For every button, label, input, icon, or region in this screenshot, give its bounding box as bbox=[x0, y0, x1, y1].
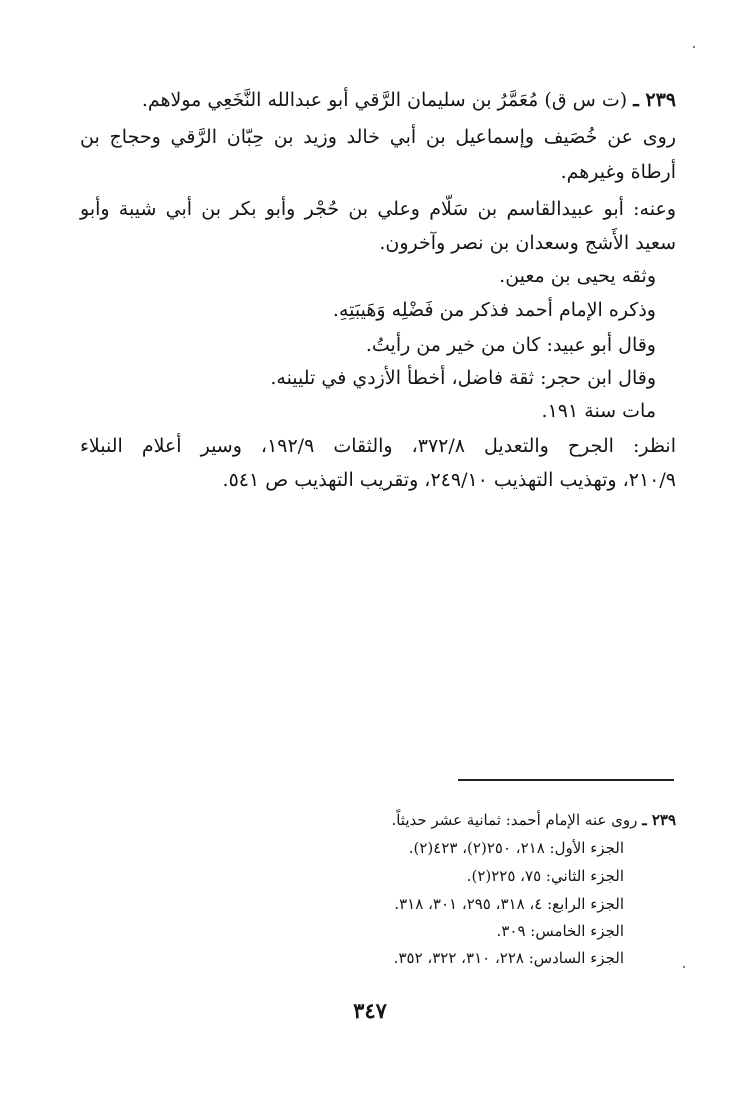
entry-line-2: روى عن خُصَيف وإسماعيل بن أبي خالد وزيد بن حِبّان الرَّقي وحجاج بن bbox=[80, 126, 676, 148]
entry-line-12: ٢١٠/٩، وتهذيب التهذيب ٢٤٩/١٠، وتقريب التهذيب ص ٥٤١. bbox=[222, 469, 676, 491]
footnote-number: ٢٣٩ ـ bbox=[642, 811, 676, 829]
entry-line-4: وعنه: أبو عبيدالقاسم بن سَلّام وعلي بن حُجْر وأبو بكر بن أبي شيبة وأبو bbox=[80, 198, 676, 220]
footnote-part-3: الجزء الرابع: ٤، ٣١٨، ٢٩٥، ٣٠١، ٣١٨. bbox=[394, 895, 624, 913]
entry-line-7: وذكره الإمام أحمد فذكر من فَضْلِه وَهَيبَتِهِ. bbox=[332, 299, 656, 321]
entry-line-1: (ت س ق) مُعَمَّرُ بن سليمان الرَّقي أبو عبدالله النَّخَعِي مولاهم. bbox=[141, 89, 628, 111]
footnote-intro: روى عنه الإمام أحمد: ثمانية عشر حديثاً. bbox=[391, 811, 638, 829]
entry-line-6: وثقه يحيى بن معين. bbox=[499, 265, 656, 287]
footnote-part-4: الجزء الخامس: ٣٠٩. bbox=[496, 922, 624, 940]
footnote-part-2: الجزء الثاني: ٧٥، ٢٢٥(٢). bbox=[466, 867, 624, 885]
scan-speck bbox=[693, 46, 695, 48]
entry-line-9: وقال ابن حجر: ثقة فاضل، أخطأ الأزدي في تليينه. bbox=[270, 367, 656, 389]
entry-number: ٢٣٩ ـ bbox=[633, 89, 676, 111]
footnote-heading-line bbox=[391, 808, 676, 832]
page-number: ٣٤٧ bbox=[353, 998, 387, 1023]
entry-line-10: مات سنة ١٩١. bbox=[541, 400, 656, 422]
entry-line-3: أرطاة وغيرهم. bbox=[560, 161, 676, 183]
entry-line-11: انظر: الجرح والتعديل ٣٧٢/٨، والثقات ١٩٢/٩، وسير أعلام النبلاء bbox=[80, 435, 677, 457]
entry-line-8: وقال أبو عبيد: كان من خير من رأيتُ. bbox=[365, 334, 656, 356]
footnote-part-5: الجزء السادس: ٢٢٨، ٣١٠، ٣٢٢، ٣٥٢. bbox=[393, 949, 624, 967]
footnote-part-1: الجزء الأول: ٢١٨، ٢٥٠(٢)، ٤٢٣(٢). bbox=[408, 839, 624, 857]
footnote-separator bbox=[458, 779, 674, 781]
entry-heading-line bbox=[142, 86, 676, 114]
scan-speck bbox=[683, 966, 685, 968]
entry-line-5: سعيد الأَشج وسعدان بن نصر وآخرون. bbox=[379, 232, 676, 254]
